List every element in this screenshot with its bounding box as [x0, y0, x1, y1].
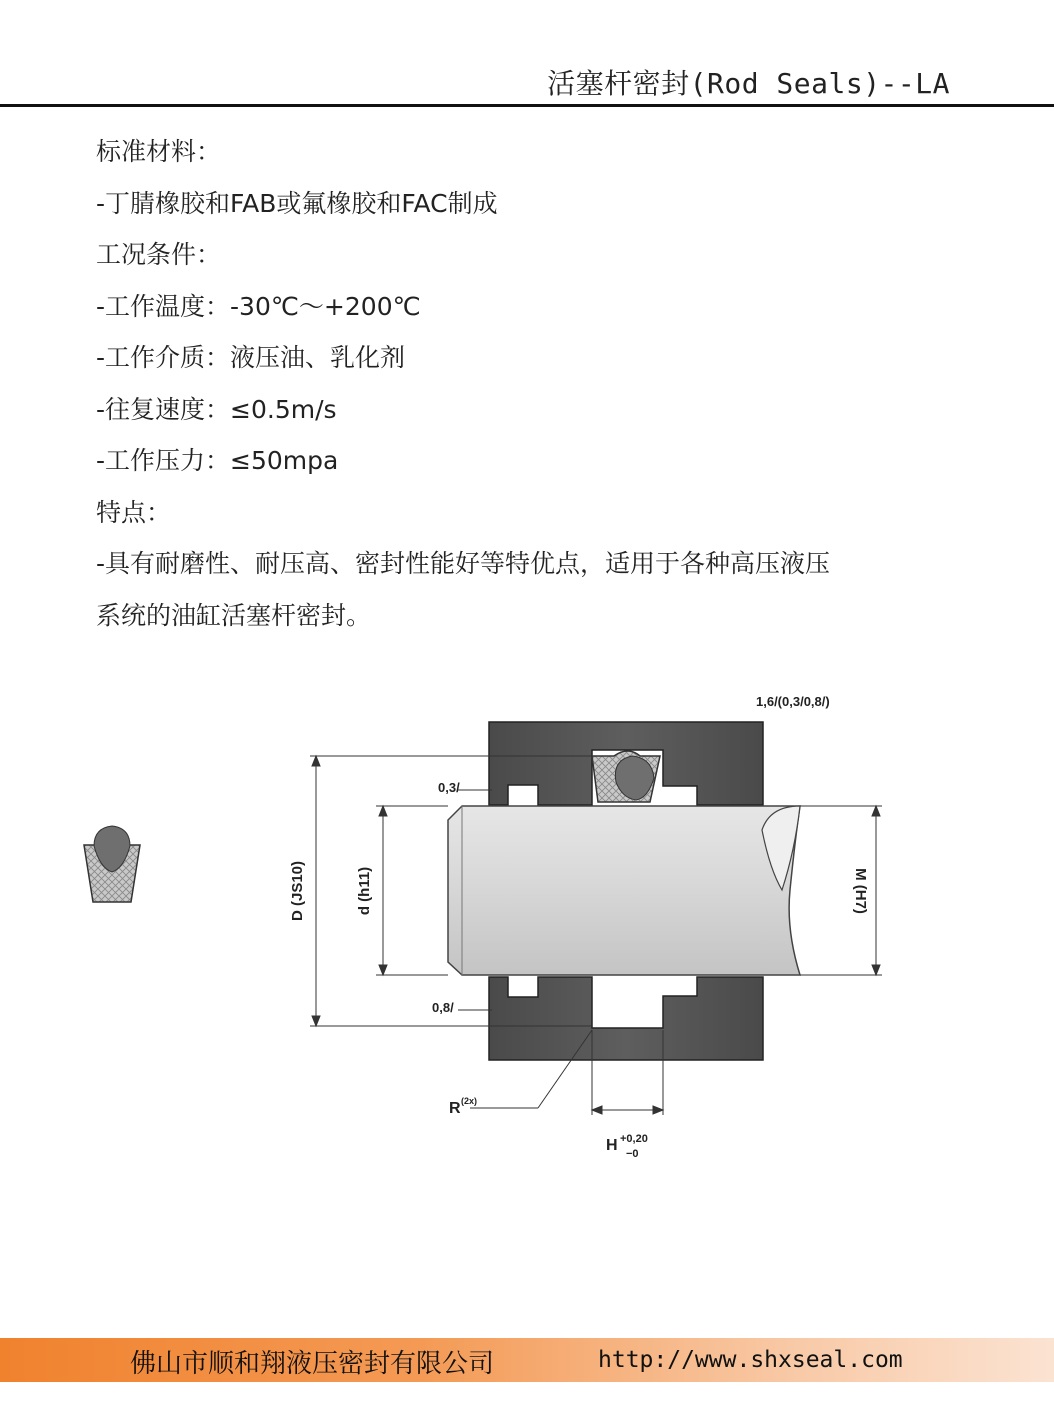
spec-text-block	[96, 126, 976, 641]
materials-heading: 标准材料：	[96, 137, 222, 166]
conditions-heading: 工况条件：	[96, 240, 222, 269]
features-item-line-2: 系统的油缸活塞杆密封。	[96, 600, 372, 630]
seal-installation-diagram	[0, 660, 1054, 1220]
condition-medium: -工作介质：液压油、乳化剂	[96, 343, 406, 372]
tolerance-lower-label: −0	[626, 1148, 639, 1160]
radius-count-label: (2x)	[461, 1096, 478, 1106]
condition-temperature: -工作温度：-30℃～+200℃	[96, 291, 421, 321]
housing-bottom	[489, 977, 763, 1060]
features-heading: 特点：	[96, 497, 172, 527]
seal-cross-section	[592, 751, 660, 802]
dimension-d-label: d (h11)	[356, 866, 373, 916]
roughness-groove-label: 0,8/	[432, 1000, 454, 1015]
dimension-M-label: M (H7)	[852, 868, 869, 914]
dimension-H-label: H	[606, 1137, 618, 1154]
seal-profile-icon	[84, 826, 140, 902]
footer-website-link[interactable]: http://www.shxseal.com	[598, 1347, 903, 1373]
materials-item: -丁腈橡胶和FAB或氟橡胶和FAC制成	[96, 188, 498, 218]
roughness-rod-label: 0,3/	[438, 780, 460, 795]
features-item-line-1: -具有耐磨性、耐压高、密封性能好等特优点，适用于各种高压液压	[96, 549, 831, 578]
condition-pressure: -工作压力：≤50mpa	[96, 446, 339, 475]
dimension-D-label: D (JS10)	[289, 860, 306, 922]
piston-rod	[448, 806, 800, 975]
radius-label: R	[449, 1100, 461, 1117]
page-title: 活塞杆密封(Rod Seals)--LA	[547, 67, 950, 100]
condition-speed: -往复速度：≤0.5m/s	[96, 394, 337, 424]
tolerance-upper-label: +0,20	[620, 1133, 648, 1145]
header-divider	[0, 104, 1054, 107]
footer-company-name: 佛山市顺和翔液压密封有限公司	[130, 1349, 495, 1379]
roughness-top-label: 1,6/(0,3/0,8/)	[756, 694, 830, 709]
